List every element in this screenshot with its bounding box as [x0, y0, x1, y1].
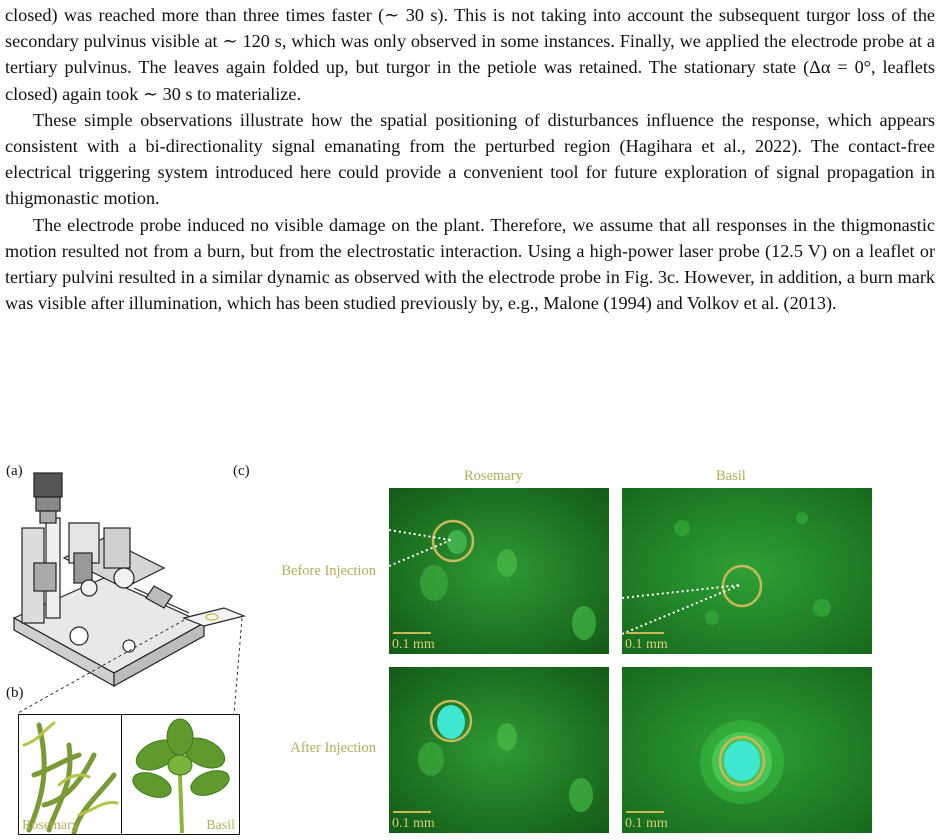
column-header-rosemary: Rosemary — [464, 468, 523, 484]
row-label-after: After Injection — [290, 740, 376, 756]
micrograph-rosemary-after — [389, 667, 609, 833]
scale-bar-label: 0.1 mm — [625, 816, 668, 831]
micrograph-basil-after — [622, 667, 872, 833]
basil-photo — [122, 715, 239, 834]
scale-bar-label: 0.1 mm — [392, 816, 435, 831]
paragraph-1: closed) was reached more than three times faster (∼ 30 s). This is not taking into account the subsequent turgor loss of the secondary pulvinus visible at ∼ 120 s, which was only observed in some instances. Finally, we applied the electrode probe at a tertiary pulvinus. The leaves again folded up, but turgor in the petiole was retained. The stationary state (Δα = 0°, leaflets closed) again took ∼ 30 s to materialize. — [5, 5, 935, 104]
paragraph-2: These simple observations illustrate how the spatial positioning of disturbances influence the response, which appears consistent with a bi-directionality signal emanating from the perturbed region (Hagihara et al., 2022). The contact-free electrical triggering system introduced here could provide a convenient tool for future exploration of signal propagation in thigmonastic motion. — [5, 109, 935, 209]
row-label-before: Before Injection — [281, 563, 376, 579]
basil-photo-label: Basil — [206, 818, 235, 833]
micrograph-basil-before — [622, 488, 872, 654]
scale-bar-label: 0.1 mm — [392, 637, 435, 652]
panel-b-label: (b) — [6, 685, 24, 701]
column-header-basil: Basil — [716, 468, 746, 484]
rosemary-photo-label: Rosemary — [22, 818, 79, 833]
paragraph-3: The electrode probe induced no visible damage on the plant. Therefore, we assume that all responses in the thigmonastic motion resulted not from a burn, but from the electrostatic interaction. Using a high-power laser probe (12.5 V) on a leaflet or tertiary pulvini resulted in a similar dynamic as observed with the electrode probe in Fig. 3c. However, in addition, a burn mark was visible after illumination, which has been studied previously by, e.g., Malone (1994) and Volkov et al. (2013). — [5, 214, 935, 314]
body-text — [5, 2, 935, 316]
plant-photos — [18, 714, 240, 835]
panel-a-label: (a) — [6, 463, 23, 479]
rosemary-photo — [19, 715, 121, 834]
apparatus-drawing — [4, 468, 249, 718]
scale-bar-label: 0.1 mm — [625, 637, 668, 652]
panel-c-label: (c) — [233, 463, 250, 479]
micrograph-rosemary-before — [389, 488, 609, 654]
